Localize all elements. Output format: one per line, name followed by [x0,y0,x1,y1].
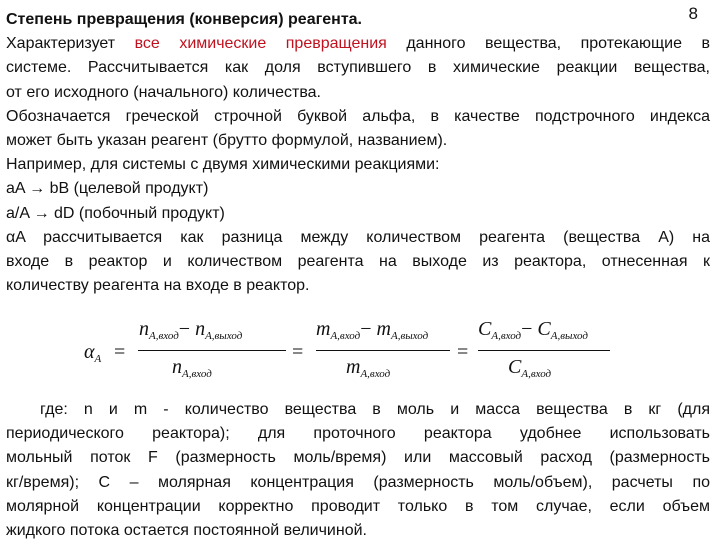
definition-line-3: от его исходного (начального) количества. [6,83,321,101]
explanation-text [6,398,710,543]
notation-line-2: может быть указан реагент (брутто формулой, названием). [6,132,448,150]
explanation-line-5: молярной концентрации корректно проводит только в том случае, если объем [6,497,710,515]
formula-eq-1: = [114,341,126,363]
formula-c-denominator: $C_{A,вход}$ [508,356,552,380]
explanation-line-6: жидкого потока остается постоянной величиной. [6,522,367,540]
definition-line-1 [6,32,710,56]
main-text [6,8,710,298]
formula-alpha: $\alpha_A$ [84,341,102,365]
definition-text-b: данного вещества, протекающие в [386,35,711,53]
formula-n-denominator: $n_{A,вход}$ [172,356,212,380]
formula-n-numerator: $n_{A,вход}- n_{A,выход}$ [139,318,243,342]
fraction-line-n [138,350,286,351]
formula-c-numerator: $C_{A,вход}- C_{A,выход}$ [478,318,588,342]
page-number: 8 [688,4,698,23]
example-intro: Например, для системы с двумя химическими реакциями: [6,156,440,174]
conversion-formula [0,318,720,388]
definition-line-2: системе. Рассчитывается как доля вступившего в химические реакции вещества, [6,59,710,77]
formula-eq-3: = [457,341,469,363]
definition-text-a: Характеризует [6,35,135,53]
formula-m-numerator: $m_{A,вход}- m_{A,выход}$ [316,318,429,342]
alpha-line-3: количеству реагента на входе в реактор. [6,277,310,295]
notation-line-1: Обозначается греческой строчной буквой альфа, в качестве подстрочного индекса [6,107,710,125]
explanation-line-2: периодического реактора); для проточного реактора удобнее использовать [6,425,710,443]
fraction-line-m [316,350,450,351]
highlighted-phrase: все химические превращения [134,35,387,53]
formula-eq-2: = [292,341,304,363]
slide-title: Степень превращения (конверсия) реагента. [6,11,362,28]
explanation-line-1: где: n и m - количество вещества в моль и масса вещества в кг (для [40,401,710,418]
explanation-line-3: мольный поток F (размерность моль/время) или массовый расход (размерность [6,449,710,467]
reaction-1: aA → bB (целевой продукт) [6,180,209,198]
formula-m-denominator: $m_{A,вход}$ [346,356,391,380]
explanation-line-4: кг/время); С – молярная концентрация (размерность моль/объем), расчеты по [6,473,710,491]
alpha-line-1: αA рассчитывается как разница между количеством реагента (вещества А) на [6,228,710,246]
reaction-2: a/A → dD (побочный продукт) [6,204,225,222]
alpha-line-2: входе в реактор и количеством реагента на выходе из реактора, отнесенная к [6,253,710,271]
fraction-line-c [478,350,610,351]
